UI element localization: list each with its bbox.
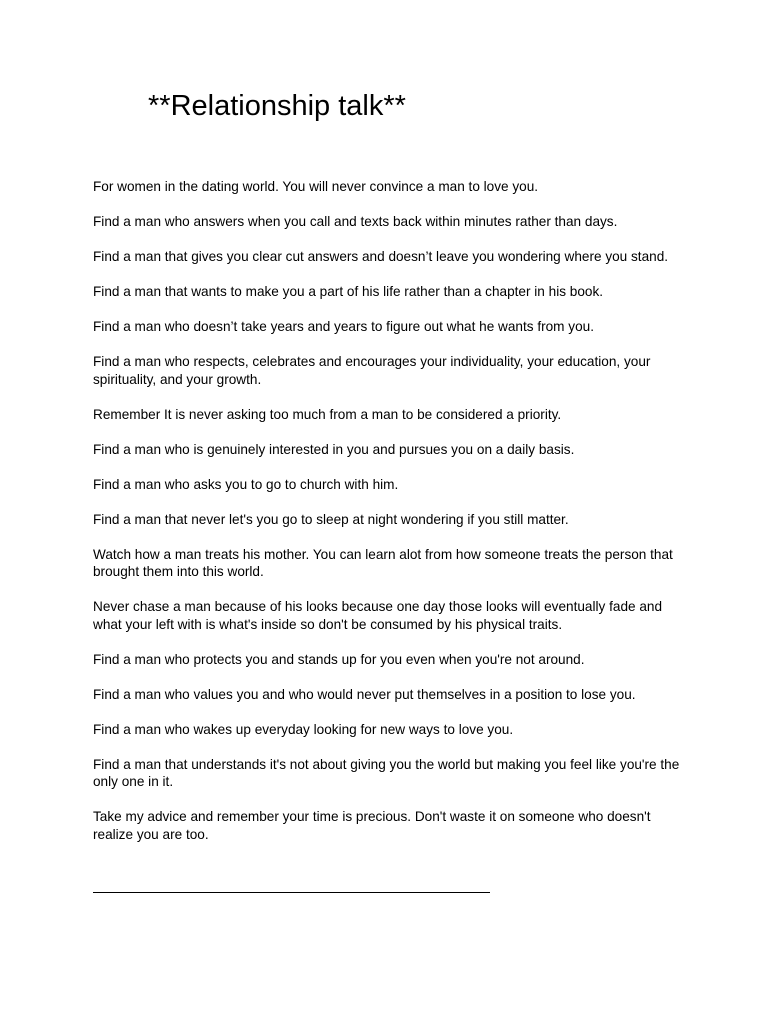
paragraph: Find a man who doesn’t take years and years to figure out what he wants from you. — [93, 319, 594, 334]
paragraph: Never chase a man because of his looks because one day those looks will eventually fade and what your left with is what's inside so don't be consumed by his physical traits. — [93, 599, 663, 632]
paragraph: Find a man who answers when you call and texts back within minutes rather than days. — [93, 214, 618, 229]
paragraph: Take my advice and remember your time is precious. Don't waste it on someone who doesn't realize you are too. — [93, 809, 651, 842]
paragraph: Find a man who asks you to go to church with him. — [93, 476, 399, 492]
paragraph: Find a man that wants to make you a part of his life rather than a chapter in his book. — [93, 284, 604, 299]
paragraph: Find a man who values you and who would never put themselves in a position to lose you. — [93, 686, 636, 702]
paragraph: Find a man who protects you and stands up for you even when you're not around. — [93, 651, 585, 667]
document-body — [93, 178, 683, 861]
paragraph: Find a man who wakes up everyday looking for new ways to love you. — [93, 721, 514, 737]
paragraph: Find a man who is genuinely interested in you and pursues you on a daily basis. — [93, 441, 575, 457]
paragraph: Remember It is never asking too much from a man to be considered a priority. — [93, 406, 562, 422]
paragraph: Find a man that never let's you go to sleep at night wondering if you still matter. — [93, 511, 569, 527]
document-title: **Relationship talk** — [148, 90, 406, 122]
horizontal-rule — [93, 892, 490, 893]
paragraph: Watch how a man treats his mother. You can learn alot from how someone treats the person that brought them into this world. — [93, 546, 673, 579]
paragraph: Find a man that understands it's not about giving you the world but making you feel like you're the only one in it. — [93, 756, 680, 789]
paragraph: Find a man who respects, celebrates and encourages your individuality, your education, your spirituality, and your growth. — [93, 354, 651, 387]
paragraph: For women in the dating world. You will never convince a man to love you. — [93, 179, 539, 194]
paragraph: Find a man that gives you clear cut answers and doesn’t leave you wondering where you stand. — [93, 249, 669, 264]
